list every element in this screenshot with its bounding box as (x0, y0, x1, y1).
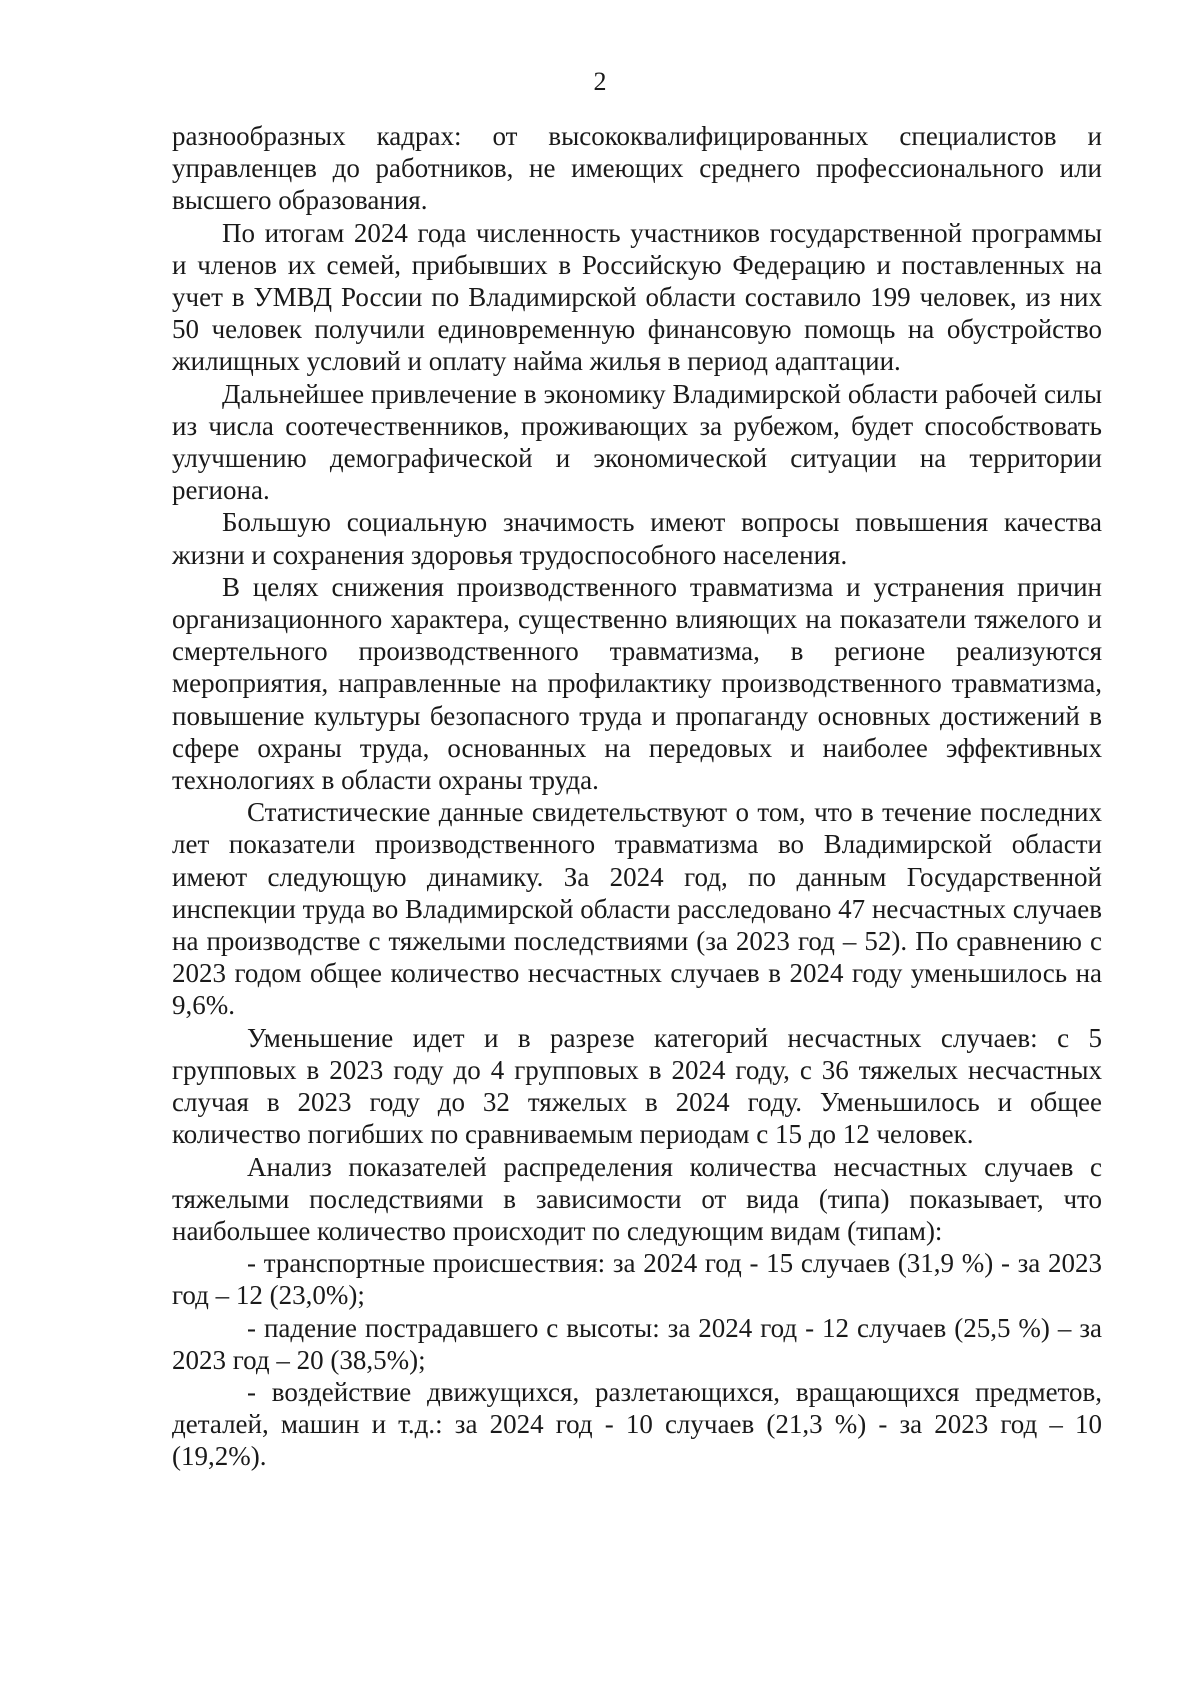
paragraph: Статистические данные свидетельствуют о том, что в течение последних лет показатели производственного травматизма во Владимирской области имеют следующую динамику. За 2024 год, по данным Государственной инспекции труда во Владимирской области расследовано 47 несчастных случаев на производстве с тяжелыми последствиями (за 2023 год – 52). По сравнению с 2023 годом общее количество несчастных случаев в 2024 году уменьшилось на 9,6%. (172, 797, 1102, 1021)
paragraph: В целях снижения производственного травматизма и устранения причин организационного характера, существенно влияющих на показатели тяжелого и смертельного производственного травматизма, в регионе реализуются мероприятия, направленные на профилактику производственного травматизма, повышение культуры безопасного труда и пропаганду основных достижений в сфере охраны труда, основанных на передовых и наиболее эффективных технологиях в области охраны труда. (172, 571, 1102, 796)
paragraph: По итогам 2024 года численность участников государственной программы и членов их семей, прибывших в Российскую Федерацию и поставленных на учет в УМВД России по Владимирской области составило 199 человек, из них 50 человек получили единовременную финансовую помощь на обустройство жилищных условий и оплату найма жилья в период адаптации. (172, 217, 1102, 377)
paragraph: Дальнейшее привлечение в экономику Владимирской области рабочей силы из числа соотечественников, проживающих за рубежом, будет способствовать улучшению демографической и экономической ситуации на территории региона. (172, 378, 1102, 506)
paragraph: Анализ показателей распределения количества несчастных случаев с тяжелыми последствиями в зависимости от вида (типа) показывает, что наибольшее количество происходит по следующим видам (типам): (172, 1151, 1102, 1246)
page-number: 2 (593, 67, 607, 96)
paragraph: Уменьшение идет и в разрезе категорий несчастных случаев: с 5 групповых в 2023 году до 4 групповых в 2024 году, с 36 тяжелых несчастных случая в 2023 году до 32 тяжелых в 2024 году. Уменьшилось и общее количество погибших по сравниваемым периодам с 15 до 12 человек. (172, 1022, 1102, 1150)
list-item: - транспортные происшествия: за 2024 год - 15 случаев (31,9 %) - за 2023 год – 12 (23,0%); (172, 1248, 1102, 1311)
paragraph: Большую социальную значимость имеют вопросы повышения качества жизни и сохранения здоровья трудоспособного населения. (172, 507, 1102, 570)
list-item: - падение пострадавшего с высоты: за 2024 год - 12 случаев (25,5 %) – за 2023 год – 20 (38,5%); (172, 1312, 1102, 1375)
paragraph: разнообразных кадрах: от высококвалифицированных специалистов и управленцев до работников, не имеющих среднего профессионального или высшего образования. (172, 121, 1102, 216)
list-item: - воздействие движущихся, разлетающихся, вращающихся предметов, деталей, машин и т.д.: за 2024 год - 10 случаев (21,3 %) - за 2023 год – 10 (19,2%). (172, 1376, 1102, 1472)
document-body (172, 120, 1102, 1473)
